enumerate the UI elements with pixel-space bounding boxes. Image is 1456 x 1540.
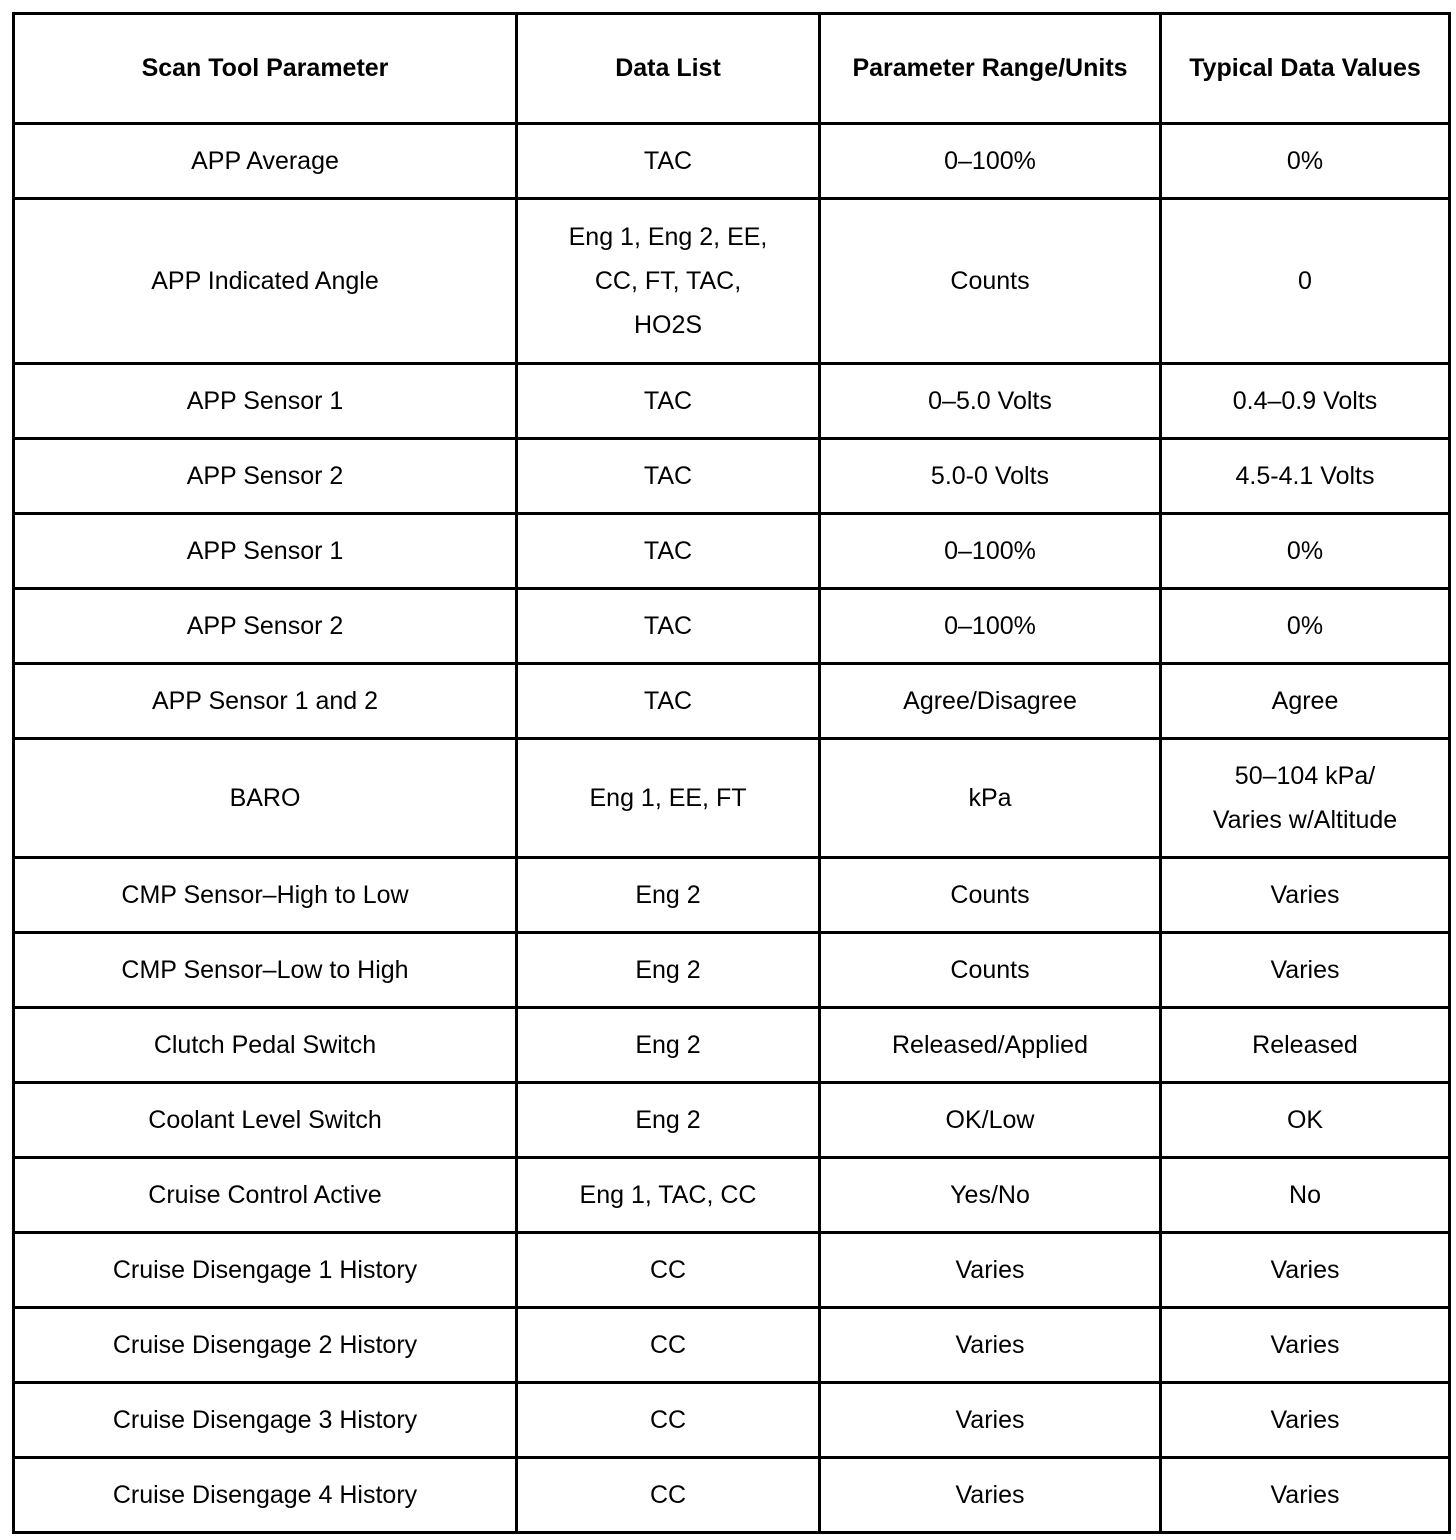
cell-typical-value	[1161, 124, 1450, 199]
table-row	[14, 858, 1450, 933]
cell-data-list-text: Eng 1, Eng 2, EE,	[568, 223, 768, 251]
cell-data-list	[517, 1383, 820, 1458]
cell-data-list-text: CC	[649, 1256, 687, 1284]
cell-typical-value-text: OK	[1286, 1106, 1324, 1134]
cell-data-list	[517, 439, 820, 514]
cell-parameter-text: APP Sensor 1 and 2	[151, 687, 379, 715]
cell-parameter-text: Cruise Disengage 4 History	[112, 1481, 418, 1509]
cell-data-list	[517, 1083, 820, 1158]
cell-typical-value-text: Varies w/Altitude	[1212, 806, 1398, 834]
cell-parameter	[14, 1458, 517, 1533]
cell-range-units	[820, 514, 1161, 589]
header-text: Range/Units	[981, 54, 1128, 82]
cell-typical-value-text: Varies	[1270, 1331, 1340, 1359]
table-row	[14, 1458, 1450, 1533]
cell-range-units-text: 0–100%	[944, 147, 1036, 175]
cell-range-units	[820, 439, 1161, 514]
cell-parameter	[14, 199, 517, 364]
cell-parameter	[14, 1008, 517, 1083]
cell-data-list	[517, 364, 820, 439]
cell-typical-value	[1161, 1008, 1450, 1083]
cell-typical-value	[1161, 933, 1450, 1008]
cell-data-list	[517, 1233, 820, 1308]
cell-data-list-text: Eng 2	[635, 1106, 701, 1134]
cell-range-units-text: 5.0-0 Volts	[930, 462, 1050, 490]
cell-range-units-text: kPa	[968, 784, 1012, 812]
cell-parameter	[14, 364, 517, 439]
table-row	[14, 439, 1450, 514]
cell-data-list-text: Eng 2	[635, 1031, 701, 1059]
cell-typical-value-text: 0	[1298, 267, 1312, 295]
table-body	[14, 124, 1450, 1533]
cell-range-units-text: Counts	[950, 267, 1030, 295]
table-row	[14, 514, 1450, 589]
cell-typical-value-text: Varies	[1270, 1406, 1340, 1434]
cell-range-units-text: Agree/Disagree	[903, 687, 1077, 715]
cell-typical-value-text: 0%	[1286, 537, 1324, 565]
cell-data-list-text: Eng 2	[635, 881, 701, 909]
cell-parameter	[14, 933, 517, 1008]
cell-data-list	[517, 1008, 820, 1083]
header-data-list	[517, 14, 820, 124]
cell-parameter-text: Coolant Level Switch	[148, 1106, 382, 1134]
cell-data-list	[517, 1308, 820, 1383]
cell-typical-value	[1161, 1083, 1450, 1158]
cell-parameter	[14, 439, 517, 514]
cell-data-list-text: TAC	[643, 612, 693, 640]
cell-typical-value	[1161, 1158, 1450, 1233]
cell-typical-value	[1161, 1383, 1450, 1458]
cell-data-list-text: TAC	[643, 387, 693, 415]
cell-parameter-text: CMP Sensor–High to Low	[121, 881, 409, 909]
cell-range-units-text: OK/Low	[945, 1106, 1035, 1134]
header-text: Scan Tool Parameter	[141, 54, 389, 82]
cell-range-units	[820, 1233, 1161, 1308]
cell-parameter	[14, 1308, 517, 1383]
header-text: Values	[1341, 54, 1421, 82]
cell-range-units-text: Varies	[955, 1331, 1025, 1359]
cell-typical-value	[1161, 589, 1450, 664]
cell-typical-value-text: Varies	[1270, 1481, 1340, 1509]
cell-range-units	[820, 364, 1161, 439]
cell-typical-value-text: No	[1289, 1181, 1321, 1209]
cell-typical-value	[1161, 1458, 1450, 1533]
cell-parameter	[14, 589, 517, 664]
cell-data-list-text: TAC	[643, 147, 693, 175]
cell-range-units	[820, 1008, 1161, 1083]
cell-range-units	[820, 124, 1161, 199]
cell-typical-value-text: Agree	[1271, 687, 1339, 715]
cell-parameter-text: BARO	[229, 784, 301, 812]
header-typical-data-values	[1161, 14, 1450, 124]
cell-data-list-text: TAC	[643, 462, 693, 490]
cell-data-list	[517, 739, 820, 858]
cell-parameter	[14, 1158, 517, 1233]
cell-range-units	[820, 1308, 1161, 1383]
table-row	[14, 124, 1450, 199]
cell-data-list-text: CC, FT, TAC,	[594, 267, 742, 295]
cell-data-list	[517, 199, 820, 364]
cell-parameter-text: Cruise Disengage 3 History	[112, 1406, 418, 1434]
table-row	[14, 199, 1450, 364]
table-header	[14, 14, 1450, 124]
cell-parameter	[14, 1383, 517, 1458]
cell-typical-value	[1161, 1308, 1450, 1383]
cell-range-units	[820, 589, 1161, 664]
table-row	[14, 1083, 1450, 1158]
table-row	[14, 664, 1450, 739]
cell-data-list-text: Eng 1, TAC, CC	[579, 1181, 757, 1209]
cell-range-units	[820, 1458, 1161, 1533]
cell-parameter-text: APP Indicated Angle	[151, 267, 379, 295]
cell-range-units-text: 0–5.0 Volts	[928, 387, 1052, 415]
cell-range-units	[820, 739, 1161, 858]
table-row	[14, 364, 1450, 439]
cell-parameter	[14, 1083, 517, 1158]
cell-data-list	[517, 933, 820, 1008]
header-row	[14, 14, 1450, 124]
table-row	[14, 1383, 1450, 1458]
cell-range-units-text: Varies	[955, 1406, 1025, 1434]
header-text: Typical Data	[1189, 54, 1335, 82]
cell-typical-value-text: 0.4–0.9 Volts	[1232, 387, 1378, 415]
cell-data-list	[517, 589, 820, 664]
cell-parameter	[14, 514, 517, 589]
cell-data-list-text: CC	[649, 1331, 687, 1359]
table-row	[14, 1158, 1450, 1233]
cell-data-list	[517, 1158, 820, 1233]
header-scan-tool-parameter	[14, 14, 517, 124]
cell-parameter	[14, 1233, 517, 1308]
table-row	[14, 739, 1450, 858]
cell-parameter	[14, 664, 517, 739]
cell-parameter	[14, 858, 517, 933]
cell-parameter-text: CMP Sensor–Low to High	[121, 956, 409, 984]
cell-parameter	[14, 739, 517, 858]
cell-range-units-text: Varies	[955, 1481, 1025, 1509]
cell-data-list-text: HO2S	[633, 311, 703, 339]
cell-typical-value	[1161, 439, 1450, 514]
cell-typical-value-text: 0%	[1286, 612, 1324, 640]
cell-data-list-text: TAC	[643, 687, 693, 715]
cell-parameter-text: APP Sensor 1	[186, 387, 344, 415]
cell-range-units	[820, 933, 1161, 1008]
table-row	[14, 933, 1450, 1008]
table-row	[14, 1008, 1450, 1083]
cell-typical-value	[1161, 364, 1450, 439]
cell-data-list	[517, 514, 820, 589]
cell-parameter-text: Cruise Disengage 2 History	[112, 1331, 418, 1359]
header-text: Data List	[615, 54, 721, 82]
table-row	[14, 589, 1450, 664]
cell-typical-value	[1161, 664, 1450, 739]
cell-typical-value-text: Varies	[1270, 956, 1340, 984]
cell-parameter-text: APP Sensor 2	[186, 612, 344, 640]
cell-data-list-text: CC	[649, 1406, 687, 1434]
cell-typical-value-text: Released	[1252, 1031, 1358, 1059]
cell-range-units	[820, 1083, 1161, 1158]
cell-data-list-text: Eng 1, EE, FT	[589, 784, 747, 812]
cell-range-units	[820, 664, 1161, 739]
cell-parameter-text: Clutch Pedal Switch	[153, 1031, 377, 1059]
cell-range-units-text: Yes/No	[950, 1181, 1030, 1209]
header-parameter-range-units	[820, 14, 1161, 124]
table-row	[14, 1233, 1450, 1308]
cell-data-list-text: CC	[649, 1481, 687, 1509]
cell-range-units-text: Counts	[950, 956, 1030, 984]
cell-data-list	[517, 1458, 820, 1533]
cell-typical-value	[1161, 199, 1450, 364]
cell-data-list	[517, 664, 820, 739]
cell-range-units	[820, 199, 1161, 364]
cell-range-units	[820, 1383, 1161, 1458]
cell-range-units-text: 0–100%	[944, 612, 1036, 640]
cell-typical-value-text: 0%	[1286, 147, 1324, 175]
cell-typical-value	[1161, 1233, 1450, 1308]
cell-typical-value-text: Varies	[1270, 881, 1340, 909]
cell-data-list	[517, 124, 820, 199]
cell-typical-value	[1161, 858, 1450, 933]
cell-data-list	[517, 858, 820, 933]
cell-range-units-text: 0–100%	[944, 537, 1036, 565]
header-text: Parameter	[852, 54, 975, 82]
cell-range-units-text: Varies	[955, 1256, 1025, 1284]
cell-range-units-text: Released/Applied	[892, 1031, 1088, 1059]
cell-typical-value-text: 4.5-4.1 Volts	[1235, 462, 1375, 490]
cell-range-units-text: Counts	[950, 881, 1030, 909]
cell-typical-value	[1161, 739, 1450, 858]
cell-typical-value-text: Varies	[1270, 1256, 1340, 1284]
cell-parameter-text: APP Sensor 2	[186, 462, 344, 490]
cell-parameter-text: Cruise Control Active	[148, 1181, 382, 1209]
cell-typical-value	[1161, 514, 1450, 589]
cell-parameter-text: Cruise Disengage 1 History	[112, 1256, 418, 1284]
scan-tool-data-table	[12, 12, 1451, 1534]
cell-parameter	[14, 124, 517, 199]
cell-typical-value-text: 50–104 kPa/	[1234, 762, 1376, 790]
cell-range-units	[820, 858, 1161, 933]
cell-parameter-text: APP Sensor 1	[186, 537, 344, 565]
table-row	[14, 1308, 1450, 1383]
cell-parameter-text: APP Average	[191, 147, 339, 175]
cell-data-list-text: Eng 2	[635, 956, 701, 984]
cell-range-units	[820, 1158, 1161, 1233]
cell-data-list-text: TAC	[643, 537, 693, 565]
